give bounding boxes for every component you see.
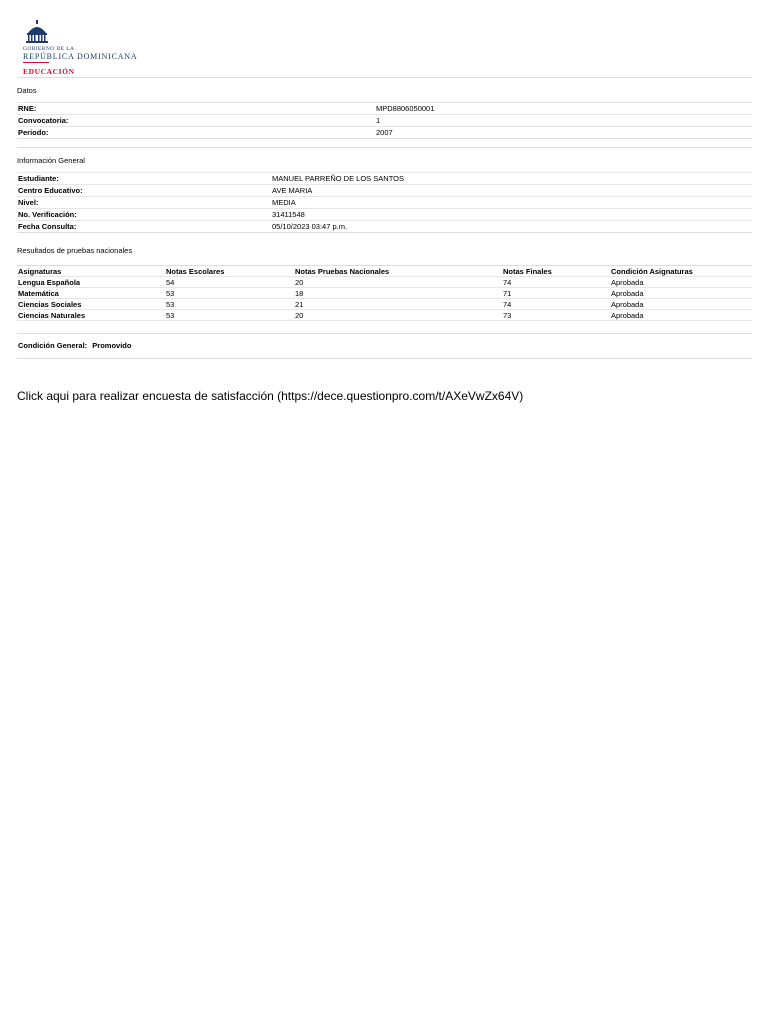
centro-label: Centro Educativo: (18, 186, 83, 195)
datos-title: Datos (17, 86, 37, 95)
centro-value: AVE MARIA (272, 186, 313, 195)
condicion-cell: Aprobada (610, 299, 752, 310)
logo-line-republica: REPÚBLICA DOMINICANA (23, 52, 138, 61)
info-row-fecha (17, 221, 752, 232)
header-notas-pruebas: Notas Pruebas Nacionales (294, 266, 502, 277)
notas-finales-cell: 73 (502, 310, 610, 321)
rne-label: RNE: (18, 104, 37, 113)
datos-row-periodo (17, 127, 752, 138)
subject-cell: Lengua Española (17, 277, 165, 288)
notas-escolares-cell: 53 (165, 299, 294, 310)
results-header-row (17, 266, 752, 277)
info-row-nivel (17, 197, 752, 209)
condicion-general (17, 333, 752, 359)
convocatoria-label: Convocatoria: (18, 116, 69, 125)
results-table (17, 265, 752, 321)
periodo-label: Periodo: (18, 128, 49, 137)
notas-escolares-cell: 53 (165, 310, 294, 321)
nivel-value: MEDIA (272, 198, 296, 207)
logo-divider (23, 62, 49, 63)
info-row-centro (17, 185, 752, 197)
results-section (17, 246, 752, 321)
verificacion-label: No. Verificación: (18, 210, 77, 219)
datos-section (17, 77, 752, 139)
info-row-estudiante (17, 172, 752, 185)
subject-cell: Ciencias Sociales (17, 299, 165, 310)
results-title: Resultados de pruebas nacionales (17, 246, 133, 255)
datos-row-convocatoria (17, 115, 752, 127)
info-section (17, 147, 752, 233)
verificacion-value: 31411548 (272, 210, 305, 219)
condicion-cell: Aprobada (610, 288, 752, 299)
datos-row-rne (17, 102, 752, 115)
notas-escolares-cell: 53 (165, 288, 294, 299)
notas-pruebas-cell: 21 (294, 299, 502, 310)
notas-finales-cell: 74 (502, 277, 610, 288)
condicion-general-value: Promovido (92, 341, 132, 350)
condicion-cell: Aprobada (610, 310, 752, 321)
condicion-cell: Aprobada (610, 277, 752, 288)
national-palace-emblem-icon (24, 20, 50, 44)
header-notas-finales: Notas Finales (502, 266, 610, 277)
ministry-logo (22, 20, 162, 76)
logo-line-educacion: EDUCACIÓN (23, 67, 75, 76)
convocatoria-value: 1 (376, 116, 381, 125)
nivel-label: Nivel: (18, 198, 39, 207)
header-condicion: Condición Asignaturas (610, 266, 752, 277)
fecha-label: Fecha Consulta: (18, 222, 77, 231)
table-row (17, 288, 752, 299)
notas-finales-cell: 74 (502, 299, 610, 310)
table-row (17, 277, 752, 288)
header-notas-escolares: Notas Escolares (165, 266, 294, 277)
estudiante-label: Estudiante: (18, 174, 59, 183)
info-row-verificacion (17, 209, 752, 221)
notas-finales-cell: 71 (502, 288, 610, 299)
notas-pruebas-cell: 20 (294, 277, 502, 288)
notas-escolares-cell: 54 (165, 277, 294, 288)
header-asignaturas: Asignaturas (17, 266, 165, 277)
condicion-general-label: Condición General: (18, 341, 88, 350)
logo-line-gobierno: GOBIERNO DE LA (23, 46, 75, 52)
survey-link[interactable]: Click aqui para realizar encuesta de satisfacción (https://dece.questionpro.com/t/AXeVwZx64V) (17, 389, 524, 403)
fecha-value: 05/10/2023 03:47 p.m. (272, 222, 348, 231)
subject-cell: Matemática (17, 288, 165, 299)
rne-value: MPD8806050001 (376, 104, 435, 113)
table-row (17, 299, 752, 310)
info-title: Información General (17, 156, 85, 165)
periodo-value: 2007 (376, 128, 393, 137)
notas-pruebas-cell: 20 (294, 310, 502, 321)
notas-pruebas-cell: 18 (294, 288, 502, 299)
estudiante-value: MANUEL PARREÑO DE LOS SANTOS (272, 174, 404, 183)
subject-cell: Ciencias Naturales (17, 310, 165, 321)
table-row (17, 310, 752, 321)
